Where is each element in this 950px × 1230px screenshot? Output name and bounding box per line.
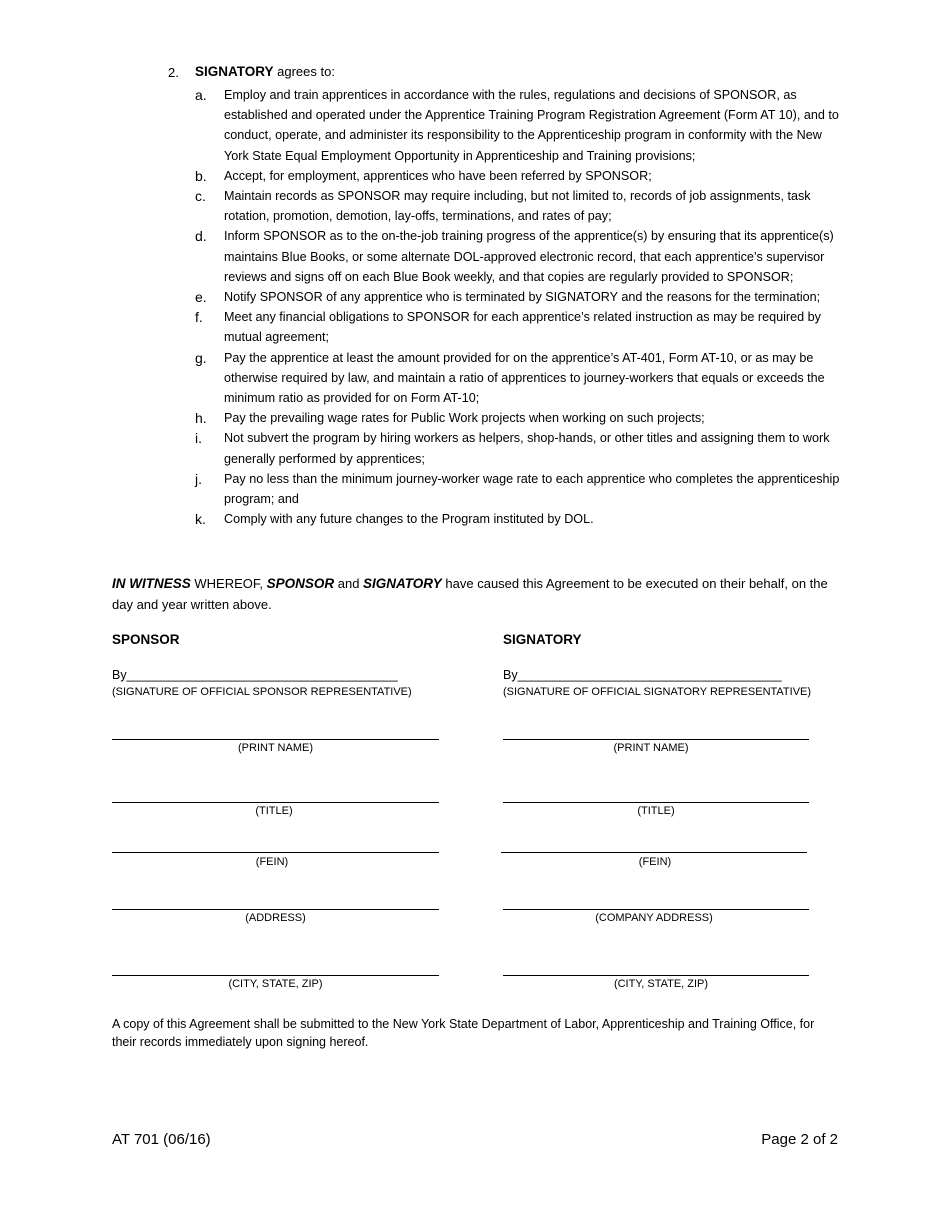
item-text: Pay the prevailing wage rates for Public Work projects when working on such projects;: [224, 411, 705, 426]
item-text: Notify SPONSOR of any apprentice who is terminated by SIGNATORY and the reasons for the termination;: [224, 290, 821, 305]
item-text: Accept, for employment, apprentices who have been referred by SPONSOR;: [224, 168, 652, 183]
signatory-company-address-caption: (COMPANY ADDRESS): [595, 912, 713, 924]
signatory-print-name-line[interactable]: [503, 739, 809, 740]
witness-and: and: [334, 576, 364, 591]
sponsor-city-state-zip-line[interactable]: [112, 975, 439, 976]
witness-sponsor: SPONSOR: [266, 576, 335, 591]
submission-note: A copy of this Agreement shall be submitted to the New York State Department of Labor, Apprenticeship and Training Office, for their records immediately upon signing hereof.: [112, 1017, 815, 1049]
list-item: [195, 307, 845, 347]
sponsor-title-caption: (TITLE): [255, 805, 293, 817]
sponsor-address-line[interactable]: [112, 909, 439, 910]
witness-whereof: WHEREOF,: [190, 576, 267, 591]
signatory-title-line[interactable]: [503, 802, 809, 803]
item-letter: h.: [195, 410, 207, 427]
signatory-city-state-zip-line[interactable]: [503, 975, 809, 976]
item-text: Employ and train apprentices in accordance with the rules, regulations and decisions of SPONSOR, as established and operated under the Apprentice Training Program Registration Agreement (Form AT 10), and to conduct, operate, and administer its responsibility to the Apprenticeship program in conformity with the New York State Equal Employment Opportunity in Apprenticeship and Training provisions;: [224, 88, 839, 163]
sponsor-address-caption: (ADDRESS): [245, 912, 306, 924]
sponsor-fein-caption: (FEIN): [255, 856, 289, 868]
witness-rest: have caused this Agreement to be executed on their behalf, on the day and year written above.: [112, 576, 828, 612]
item-text: Pay no less than the minimum journey-worker wage rate to each apprentice who completes the apprenticeship program; and: [224, 471, 840, 507]
signatory-print-name-caption: (PRINT NAME): [613, 742, 689, 754]
signatory-fein-caption: (FEIN): [638, 856, 672, 868]
signatory-heading: SIGNATORY: [503, 632, 582, 647]
signatory-signature-caption: (SIGNATURE OF OFFICIAL SIGNATORY REPRESENTATIVE): [503, 686, 812, 698]
sponsor-print-name-line[interactable]: [112, 739, 439, 740]
section-party: SIGNATORY: [195, 64, 274, 79]
witness-clause: [112, 574, 842, 615]
list-item: [195, 509, 845, 529]
item-letter: e.: [195, 289, 207, 306]
item-letter: d.: [195, 228, 207, 245]
list-item: [195, 469, 845, 509]
item-text: Comply with any future changes to the Program instituted by DOL.: [224, 512, 594, 527]
item-text: Maintain records as SPONSOR may require including, but not limited to, records of job assignments, task rotation, promotion, demotion, lay-offs, terminations, and rates of pay;: [224, 189, 811, 224]
signatory-signature-line[interactable]: By______________________________________: [503, 668, 782, 682]
witness-lead: IN WITNESS: [112, 576, 191, 591]
signatory-company-address-line[interactable]: [503, 909, 809, 910]
item-text: Pay the apprentice at least the amount provided for on the apprentice’s AT-401, Form AT-10, or as may be otherwise required by law, and maintain a ratio of apprentices to journey-workers that equals or exceeds the minimum ratio as provided for on Form AT-10;: [224, 350, 825, 406]
list-item: [195, 85, 845, 166]
item-text: Not subvert the program by hiring workers as helpers, shop-hands, or other titles and assigning them to work generally performed by apprentices;: [224, 431, 830, 466]
item-text: Inform SPONSOR as to the on-the-job training progress of the apprentice(s) by ensuring that its apprentice(s) maintains Blue Books, or some alternate DOL-approved electronic record, that each apprentice’s supervisor reviews and signs off on each Blue Book weekly, and that copies are regularly provided to SPONSOR;: [224, 229, 834, 284]
item-letter: f.: [195, 309, 203, 326]
sponsor-title-line[interactable]: [112, 802, 439, 803]
page-number: Page 2 of 2: [761, 1131, 838, 1148]
signatory-city-state-zip-caption: (CITY, STATE, ZIP): [613, 978, 709, 990]
list-item: [195, 287, 845, 307]
signatory-title-caption: (TITLE): [637, 805, 675, 817]
item-text: Meet any financial obligations to SPONSOR for each apprentice’s related instruction as may be required by mutual agreement;: [224, 310, 821, 345]
signatory-fein-line[interactable]: [501, 852, 807, 853]
sponsor-fein-line[interactable]: [112, 852, 439, 853]
list-item: [195, 186, 845, 226]
list-item: [195, 408, 845, 428]
list-item: [195, 166, 845, 186]
sponsor-signature-caption: (SIGNATURE OF OFFICIAL SPONSOR REPRESENTATIVE): [112, 686, 412, 698]
item-letter: c.: [195, 188, 206, 205]
witness-signatory: SIGNATORY: [363, 576, 442, 591]
item-letter: b.: [195, 167, 207, 184]
item-letter: j.: [195, 470, 202, 487]
item-letter: k.: [195, 511, 206, 528]
section-intro: agrees to:: [273, 64, 335, 79]
list-item: [195, 428, 845, 468]
sponsor-signature-line[interactable]: By_______________________________________: [112, 668, 398, 682]
section-heading: [195, 64, 335, 79]
list-item: [195, 348, 845, 409]
obligations-list: [195, 85, 845, 529]
item-letter: g.: [195, 349, 207, 366]
sponsor-city-state-zip-caption: (CITY, STATE, ZIP): [228, 978, 323, 990]
item-letter: a.: [195, 87, 207, 103]
form-id: AT 701 (06/16): [112, 1131, 211, 1148]
sponsor-print-name-caption: (PRINT NAME): [238, 742, 313, 754]
sponsor-heading: SPONSOR: [112, 632, 180, 647]
section-number: 2.: [168, 65, 179, 80]
list-item: [195, 226, 845, 287]
item-letter: i.: [195, 430, 202, 447]
